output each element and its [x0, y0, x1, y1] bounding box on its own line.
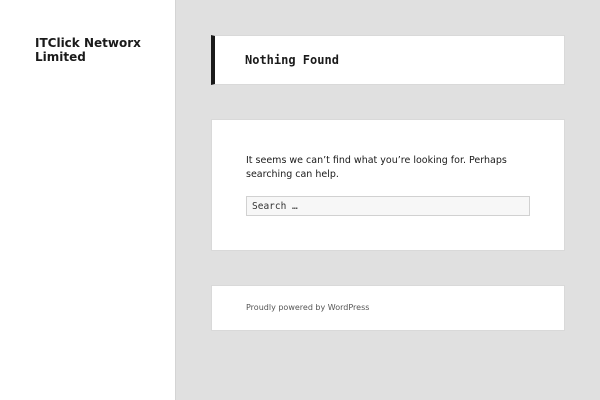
- page-title: Nothing Found: [245, 53, 339, 67]
- site-title-link[interactable]: ITClick Networx Limited: [35, 36, 141, 64]
- powered-by-link[interactable]: Proudly powered by WordPress: [246, 303, 370, 312]
- search-input[interactable]: [246, 196, 530, 216]
- not-found-message: It seems we can’t find what you’re looking for. Perhaps searching can help.: [246, 155, 507, 180]
- site-footer: [211, 285, 565, 331]
- sidebar: [0, 0, 176, 400]
- page-header: [211, 35, 565, 85]
- page-content: [211, 119, 565, 251]
